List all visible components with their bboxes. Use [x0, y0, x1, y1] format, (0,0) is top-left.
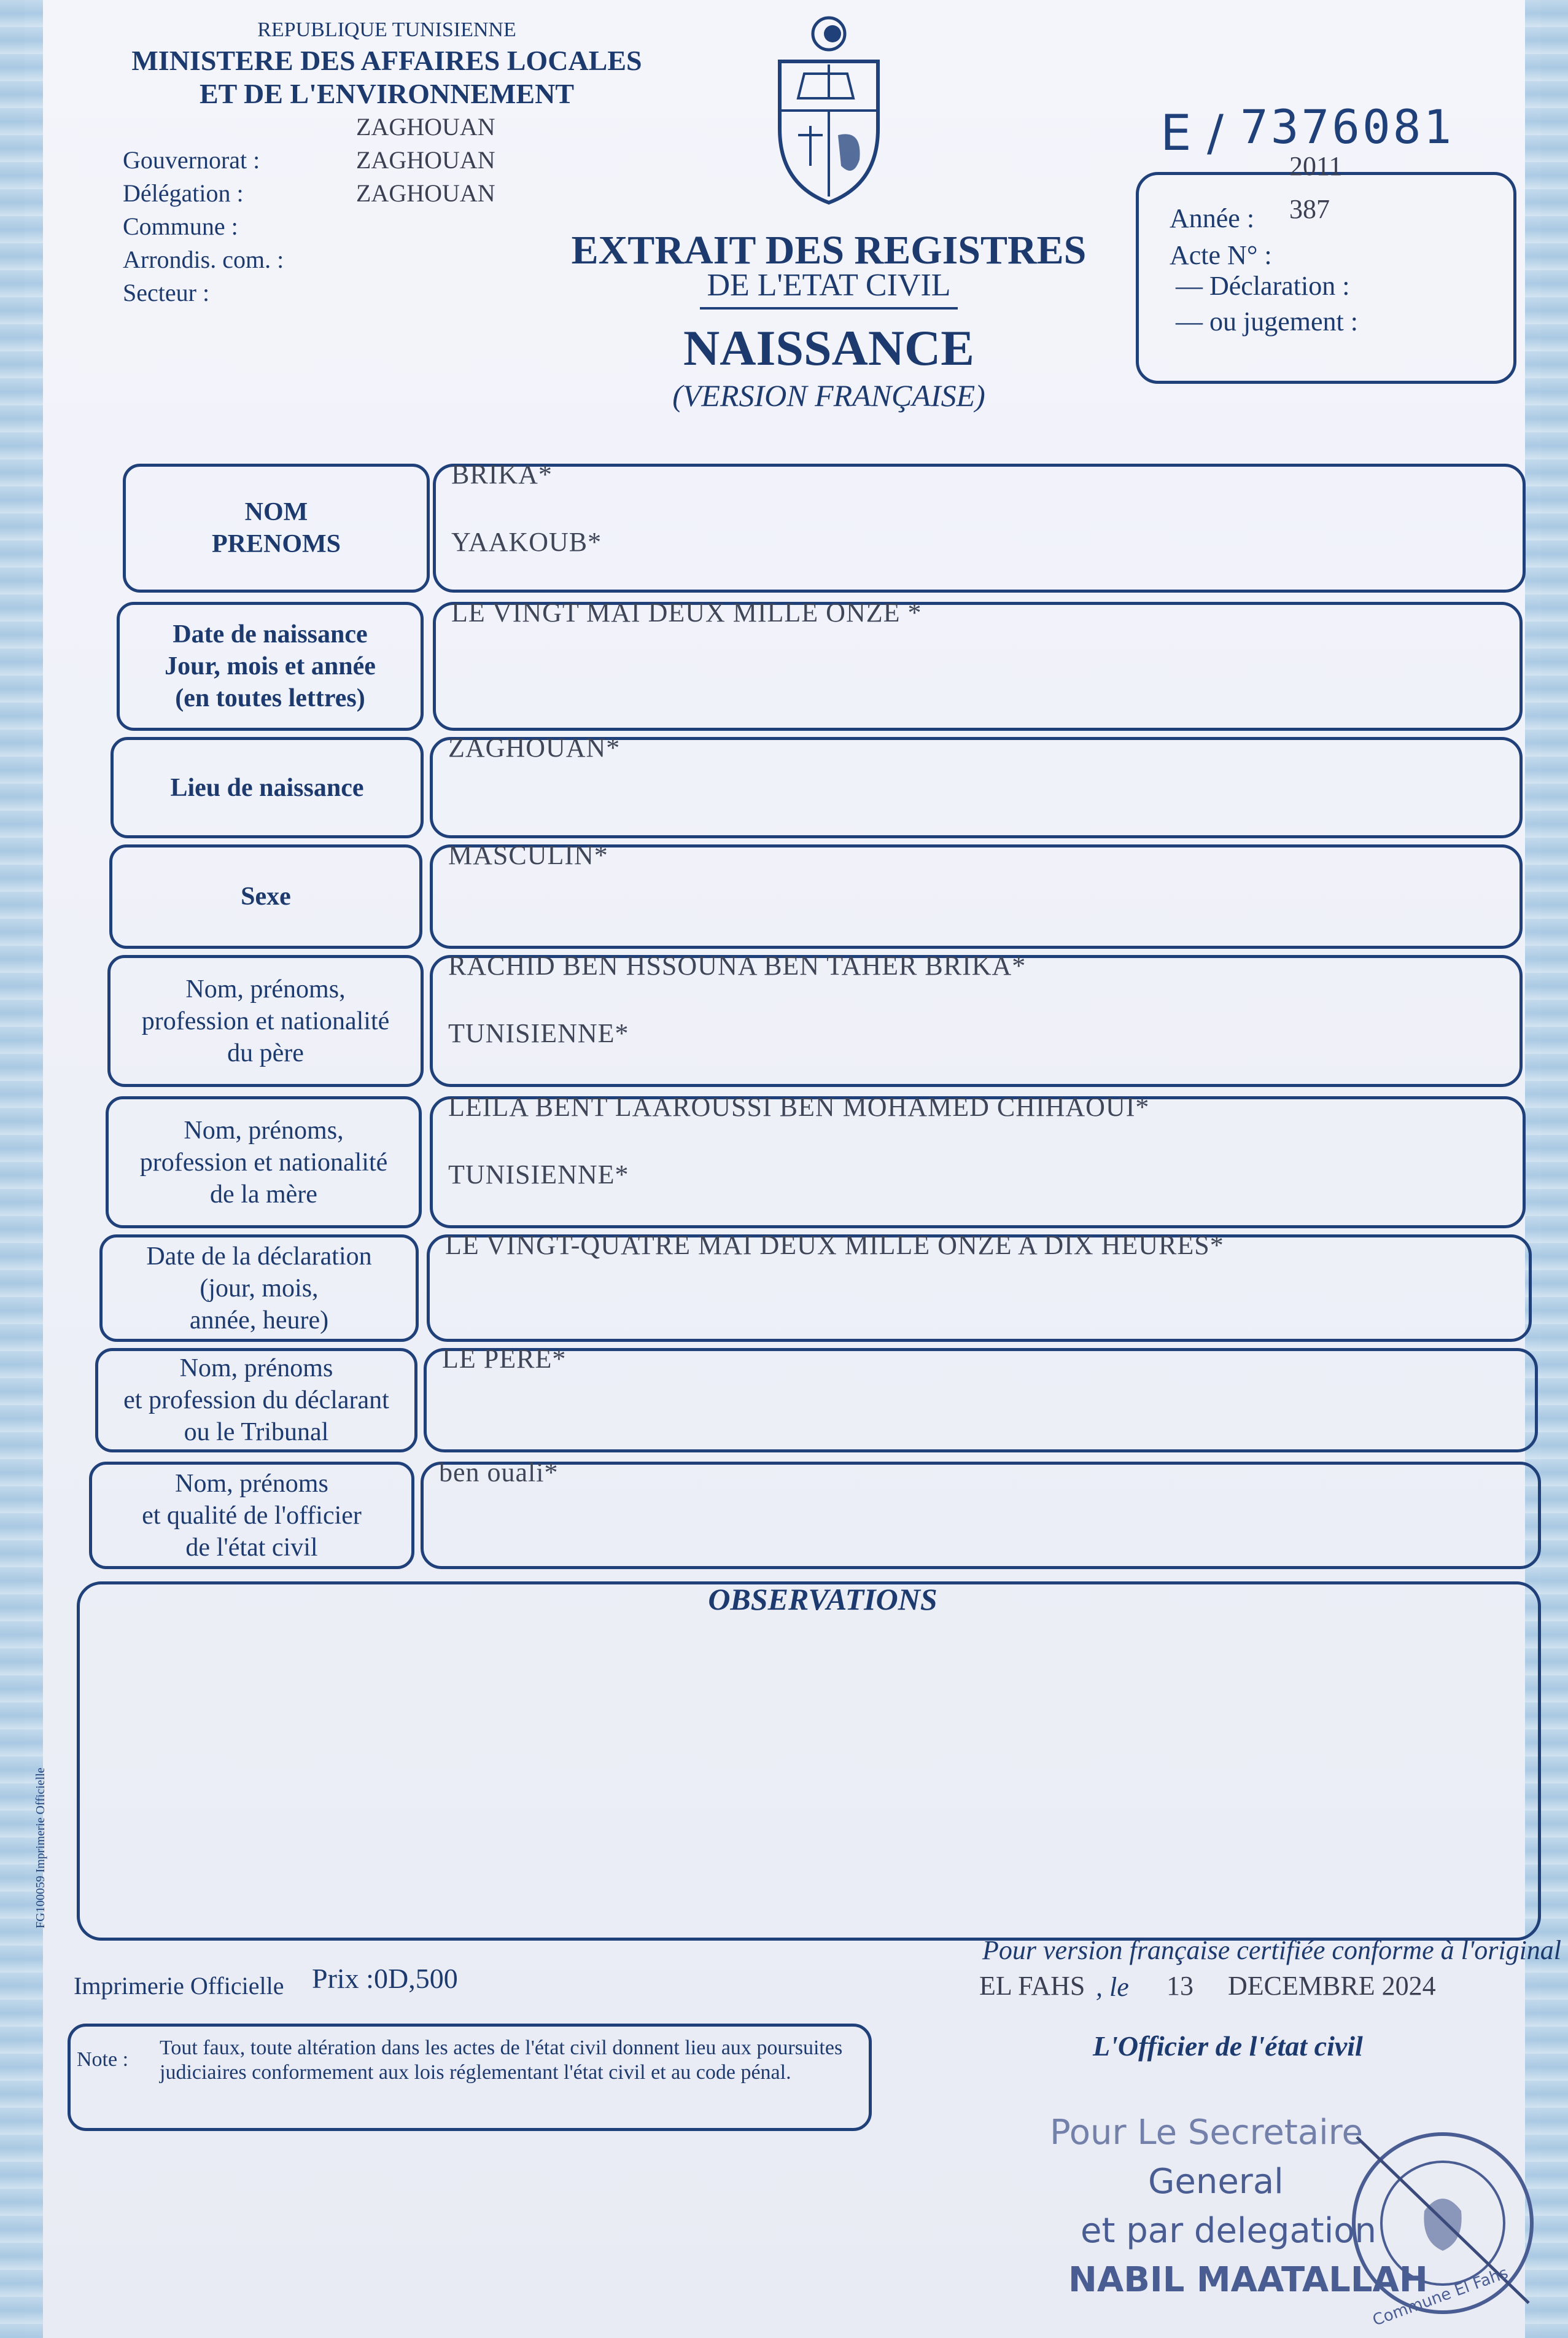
row-label-officier: Nom, prénoms et qualité de l'officier de l'état civil [89, 1462, 414, 1569]
row-value-declarant-0: LE PERE* [442, 1344, 567, 1374]
row-label-mere: Nom, prénoms, profession et nationalité de la mère [106, 1096, 422, 1228]
admin-secteur-label: Secteur : [123, 279, 210, 306]
annee-value: 2011 [1289, 151, 1343, 181]
footer-day: 13 [1166, 1971, 1193, 2001]
serial-number: 7376081 [1240, 99, 1454, 154]
observations-title: OBSERVATIONS [708, 1582, 937, 1616]
admin-arrondis-label: Arrondis. com. : [123, 246, 284, 273]
row-value-box-officier [421, 1462, 1541, 1569]
row-label-declarant: Nom, prénoms et profession du déclarant ou le Tribunal [95, 1348, 417, 1452]
footer-prix-label: Prix : [312, 1963, 374, 1994]
footer-prix [312, 1962, 458, 1995]
admin-row-2: Délégation : ZAGHOUAN [123, 179, 495, 207]
seal-text: Commune El Fahs [1370, 2264, 1511, 2330]
row-label-date-declaration: Date de la déclaration (jour, mois, année, heure) [99, 1234, 419, 1342]
row-value-mere-0: LEILA BENT LAAROUSSI BEN MOHAMED CHIHAOUI* [448, 1092, 1150, 1122]
serial-prefix: E / [1160, 104, 1224, 162]
title-line1: EXTRAIT DES REGISTRES [571, 228, 1087, 273]
stamp-line4: NABIL MAATALLAH [1068, 2260, 1428, 2300]
side-print: FG100059 Imprimerie Officielle [34, 1767, 47, 1928]
republic-heading: REPUBLIQUE TUNISIENNE [257, 18, 516, 41]
row-value-officier-0: ben ouali* [439, 1457, 559, 1487]
decorative-border-left [0, 0, 43, 2338]
title-line2: DE L'ETAT CIVIL [707, 268, 951, 303]
row-label-sexe: Sexe [109, 844, 422, 949]
row-value-nom-prenoms-1: YAAKOUB* [451, 527, 602, 557]
row-value-date-declaration-0: LE VINGT-QUATRE MAI DEUX MILLE ONZE A DIX HEURES* [445, 1230, 1224, 1260]
note-label: Note : [77, 2048, 129, 2071]
footer-le: , le [1096, 1972, 1129, 2002]
decorative-border-right [1525, 0, 1568, 2338]
row-value-lieu-naissance-0: ZAGHOUAN* [448, 733, 621, 763]
row-value-pere-1: TUNISIENNE* [448, 1018, 629, 1048]
row-value-mere-1: TUNISIENNE* [448, 1159, 629, 1190]
row-label-nom-prenoms: NOM PRENOMS [123, 464, 430, 593]
title-divider [700, 307, 958, 310]
declaration-label: — Déclaration : [1176, 271, 1350, 301]
stamp-line3: et par delegation [1081, 2211, 1377, 2251]
annee-label: Année : [1170, 203, 1255, 233]
admin-gouvernorat: ZAGHOUAN [356, 113, 495, 141]
note-text: Tout faux, toute altération dans les actes de l'état civil donnent lieu aux poursuites judiciaires conformement aux lois réglementant l'état civil et au code pénal. [160, 2036, 843, 2084]
acte-label: Acte N° : [1170, 240, 1272, 270]
coat-of-arms-emblem [761, 12, 896, 209]
row-value-sexe-0: MASCULIN* [448, 840, 608, 870]
title-main: NAISSANCE [683, 320, 974, 376]
acte-value: 387 [1289, 194, 1330, 224]
row-value-nom-prenoms-0: BRIKA* [451, 459, 553, 489]
footer-place: EL FAHS [979, 1971, 1085, 2001]
row-label-pere: Nom, prénoms, profession et nationalité du père [107, 955, 424, 1087]
row-label-lieu-naissance: Lieu de naissance [111, 737, 424, 838]
stamp-line1: Pour Le Secretaire [1050, 2113, 1363, 2153]
ministry-line2: ET DE L'ENVIRONNEMENT [199, 78, 575, 109]
row-value-date-naissance-0: LE VINGT MAI DEUX MILLE ONZE * [451, 598, 922, 628]
admin-commune-label: Commune : [123, 212, 238, 240]
row-value-box-declarant [424, 1348, 1538, 1452]
row-label-date-naissance: Date de naissance Jour, mois et année (en toutes lettres) [117, 602, 424, 731]
footer-certification: Pour version française certifiée conforme à l'original [982, 1935, 1562, 1965]
observations-box [77, 1581, 1541, 1941]
footer-imprimerie: Imprimerie Officielle [74, 1972, 284, 2000]
stamp-line2: General [1148, 2162, 1284, 2202]
jugement-label: — ou jugement : [1176, 306, 1358, 337]
title-version: (VERSION FRANÇAISE) [672, 378, 985, 413]
admin-block [123, 111, 495, 310]
footer-officer-title: L'Officier de l'état civil [1093, 2030, 1363, 2062]
footer-month-year: DECEMBRE 2024 [1228, 1971, 1436, 2001]
admin-row-1: Gouvernorat : ZAGHOUAN [123, 146, 495, 174]
row-value-pere-0: RACHID BEN HSSOUNA BEN TAHER BRIKA* [448, 951, 1027, 981]
ministry-line1: MINISTERE DES AFFAIRES LOCALES [131, 45, 642, 76]
footer-prix-value: 0D,500 [373, 1963, 458, 1994]
